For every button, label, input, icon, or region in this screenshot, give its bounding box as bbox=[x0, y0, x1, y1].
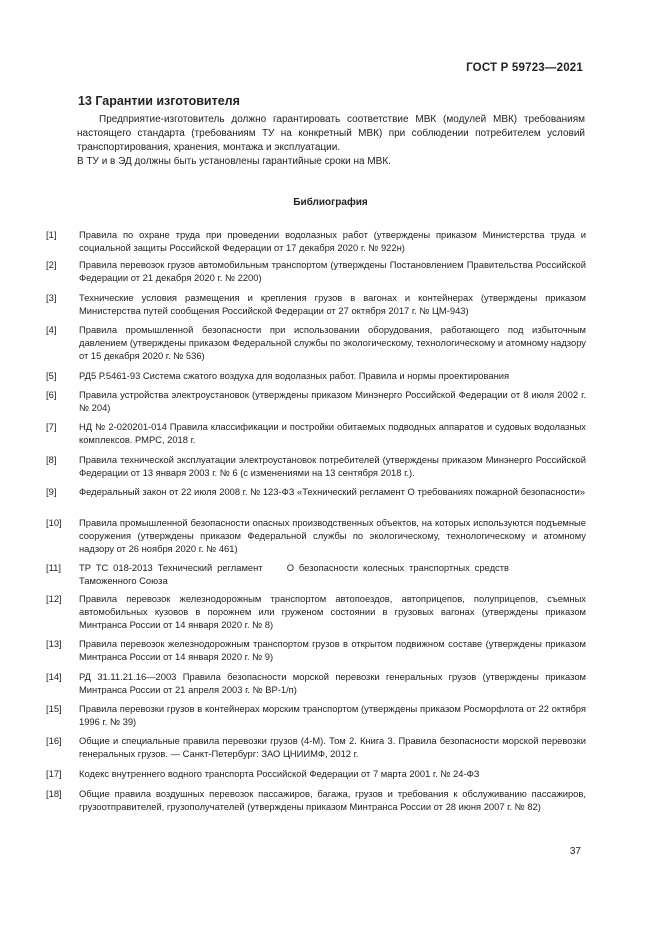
item-number: [15] bbox=[46, 703, 62, 714]
bibliography-item bbox=[46, 788, 586, 814]
paragraph: Предприятие-изготовитель должно гарантировать соответствие МВК (модулей МВК) требованиям настоящего стандарта (требованиям ТУ на конкретный МВК) при соблюдении потребителем условий транспортирования, хранения, монтажа и эксплуатации. bbox=[77, 114, 585, 153]
bibliography-item bbox=[46, 292, 586, 318]
item-number: [9] bbox=[46, 486, 57, 497]
bibliography-item bbox=[46, 421, 586, 447]
bibliography-item bbox=[46, 768, 586, 781]
item-number: [6] bbox=[46, 389, 57, 400]
item-number: [11] bbox=[46, 562, 61, 573]
item-text: Правила промышленной безопасности при использовании оборудования, работающего под избыточным давлением (утверждены приказом Федеральной службы по экологическому, технологическому и атомному надзору от 15 декабря 2020 г. № 536) bbox=[79, 324, 586, 361]
item-text: Правила промышленной безопасности опасных производственных объектов, на которых используются подъемные сооружения (утверждены приказом Федеральной службы по экологическому, технологическому и атомному надзору от 26 ноября 2020 г. № 461) bbox=[79, 517, 586, 554]
bibliography-item bbox=[46, 486, 586, 499]
item-text: Правила по охране труда при проведении водолазных работ (утверждены приказом Министерства труда и социальной защиты Российской Федерации от 17 декабря 2020 г. № 922н) bbox=[79, 229, 586, 253]
item-number: [7] bbox=[46, 421, 57, 432]
section-title: 13 Гарантии изготовителя bbox=[78, 94, 240, 108]
bibliography-item bbox=[46, 454, 586, 480]
item-number: [4] bbox=[46, 324, 57, 335]
item-number: [1] bbox=[46, 229, 57, 240]
item-text: Правила перевозок железнодорожным транспортом грузов в открытом подвижном составе (утверждены приказом Минтранса России от 14 января 2020 г. № 9) bbox=[79, 638, 586, 662]
item-text: Федеральный закон от 22 июля 2008 г. № 123-ФЗ «Технический регламент О требованиях пожарной безопасности» bbox=[79, 486, 586, 497]
item-text: Кодекс внутреннего водного транспорта Российской Федерации от 7 марта 2001 г. № 24-ФЗ bbox=[79, 768, 480, 779]
item-text: Правила перевозок железнодорожным транспортом автопоездов, автоприцепов, полуприцепов, съемных автомобильных кузовов в порожнем или груженом состоянии в грузовых вагонах (утверждены приказом Минтранса России от 14 января 2020 г. № 8) bbox=[79, 593, 586, 630]
bibliography-item bbox=[46, 735, 586, 761]
item-text: ТР ТС 018-2013 Технический регламент О безопасности колесных транспортных средств Таможенного Союза bbox=[79, 562, 512, 586]
bibliography-item bbox=[46, 229, 586, 255]
paragraph: В ТУ и в ЭД должны быть установлены гарантийные сроки на МВК. bbox=[77, 156, 391, 167]
item-text: НД № 2-020201-014 Правила классификации и постройки обитаемых подводных аппаратов и судовых водолазных комплексов. РМРС, 2018 г. bbox=[79, 421, 586, 445]
item-text: Правила технической эксплуатации электроустановок потребителей (утверждены приказом Минэнерго Российской Федерации от 13 января 2003 г. № 6 (с изменениями на 13 сентября 2018 г.). bbox=[79, 454, 586, 478]
bibliography-item bbox=[46, 593, 586, 631]
item-text: Общие правила воздушных перевозок пассажиров, багажа, грузов и требования к обслуживанию пассажиров, грузоотправителей, грузополучателей (утверждены приказом Минтранса России от 28 июня 2007 г. № 82) bbox=[79, 788, 586, 812]
bibliography-item bbox=[46, 562, 586, 588]
item-text: РД5 Р.5461-93 Система сжатого воздуха для водолазных работ. Правила и нормы проектирования bbox=[79, 370, 510, 381]
bibliography-title: Библиография bbox=[293, 197, 368, 208]
item-text: Технические условия размещения и крепления грузов в вагонах и контейнерах (утверждены приказом Министерства путей сообщения Российской Федерации от 27 октября 2017 г. № ЦМ-943) bbox=[79, 292, 586, 316]
item-text: Общие и специальные правила перевозки грузов (4-М). Том 2. Книга 3. Правила безопасности морской перевозки генеральных грузов. — Санкт-Петербург: ЗАО ЦНИИМФ, 2012 г. bbox=[79, 735, 586, 759]
bibliography-item bbox=[46, 389, 586, 415]
document-code: ГОСТ Р 59723—2021 bbox=[466, 62, 583, 74]
item-number: [12] bbox=[46, 593, 62, 604]
bibliography-item bbox=[46, 324, 586, 362]
bibliography-item bbox=[46, 259, 586, 285]
item-number: [10] bbox=[46, 517, 62, 528]
item-number: [3] bbox=[46, 292, 57, 303]
page-number: 37 bbox=[569, 846, 581, 857]
item-text: Правила перевозки грузов в контейнерах морским транспортом (утверждены приказом Росморфлота от 22 октября 1996 г. № 39) bbox=[79, 703, 586, 727]
item-number: [18] bbox=[46, 788, 62, 799]
item-number: [5] bbox=[46, 370, 57, 381]
item-number: [17] bbox=[46, 768, 62, 779]
item-number: [2] bbox=[46, 259, 57, 270]
bibliography-item bbox=[46, 671, 586, 697]
item-number: [14] bbox=[46, 671, 62, 682]
item-number: [8] bbox=[46, 454, 57, 465]
bibliography-item bbox=[46, 517, 586, 555]
section-body bbox=[77, 113, 585, 169]
item-text: Правила устройства электроустановок (утверждены приказом Минэнерго Российской Федерации от 8 июля 2002 г. № 204) bbox=[79, 389, 586, 413]
bibliography-item bbox=[46, 703, 586, 729]
item-text: Правила перевозок грузов автомобильным транспортом (утверждены Постановлением Правительства Российской Федерации от 21 декабря 2020 г. № 2200) bbox=[79, 259, 586, 283]
item-number: [16] bbox=[46, 735, 62, 746]
item-number: [13] bbox=[46, 638, 62, 649]
bibliography-item bbox=[46, 370, 586, 383]
bibliography-item bbox=[46, 638, 586, 664]
item-text: РД 31.11.21.16—2003 Правила безопасности морской перевозки генеральных грузов (утверждены приказом Минтранса России от 21 апреля 2003 г. № ВР-1/п) bbox=[79, 671, 586, 695]
